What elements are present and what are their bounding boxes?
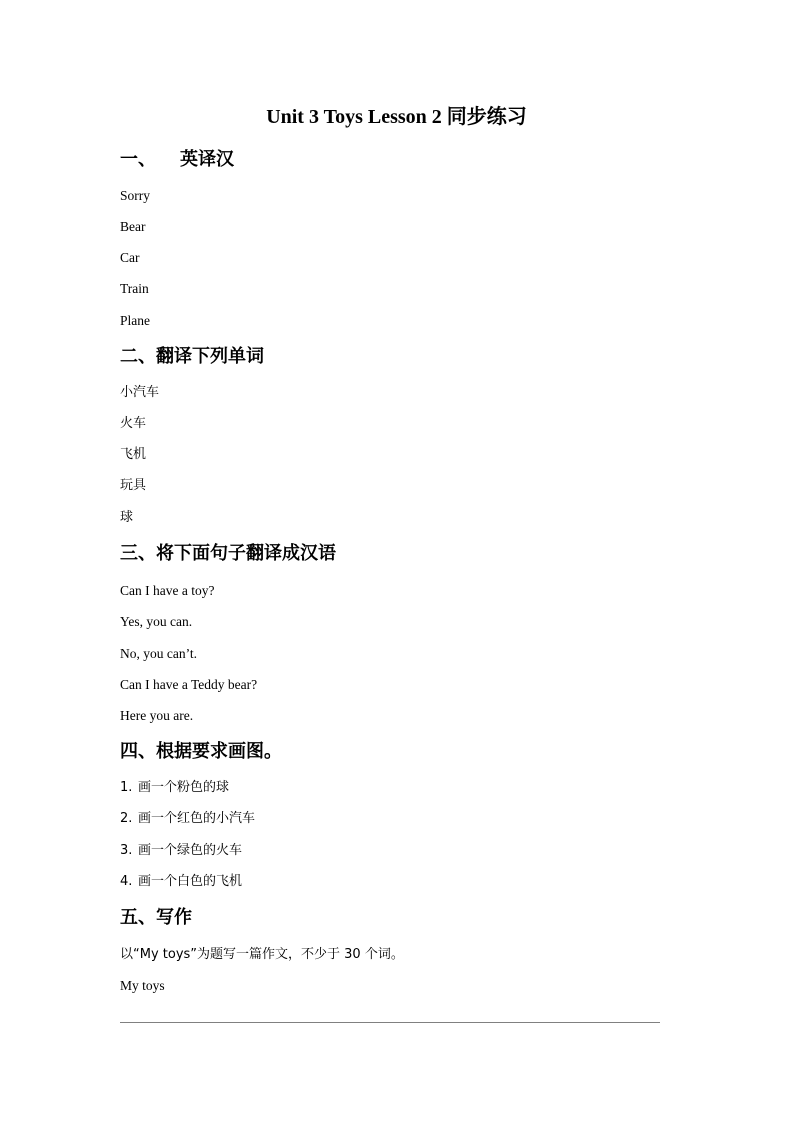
section-1-heading bbox=[120, 148, 234, 172]
sentence-item: Can I have a toy? bbox=[120, 583, 215, 598]
vocab-item: Train bbox=[120, 281, 149, 296]
section-2-heading: 二、翻译下列单词 bbox=[120, 346, 264, 367]
writing-instruction: 以“My toys”为题写一篇作文，不少于 30 个词。 bbox=[120, 947, 404, 962]
task-text: 画一个绿色的火车 bbox=[138, 843, 243, 858]
sentence-item: Can I have a Teddy bear? bbox=[120, 677, 258, 692]
sentence-item: No, you can’t. bbox=[120, 646, 197, 661]
writing-line bbox=[120, 1022, 660, 1023]
vocab-item: Car bbox=[120, 250, 140, 265]
section-1-title: 英译汉 bbox=[180, 149, 234, 170]
essay-title: My toys bbox=[120, 978, 165, 993]
word-item: 球 bbox=[120, 510, 134, 525]
task-text: 画一个白色的飞机 bbox=[138, 874, 243, 889]
word-item: 玩具 bbox=[120, 478, 147, 493]
section-3-heading: 三、将下面句子翻译成汉语 bbox=[120, 543, 336, 564]
word-item: 小汽车 bbox=[120, 385, 160, 400]
drawing-task bbox=[120, 842, 242, 860]
task-text: 画一个粉色的球 bbox=[138, 780, 230, 795]
task-number: 1. bbox=[120, 780, 133, 795]
drawing-task bbox=[120, 779, 229, 797]
word-item: 火车 bbox=[120, 416, 147, 431]
section-1-number: 一、 bbox=[120, 149, 156, 170]
vocab-item: Bear bbox=[120, 219, 146, 234]
page-title: Unit 3 Toys Lesson 2 同步练习 bbox=[266, 106, 527, 128]
drawing-task bbox=[120, 810, 255, 828]
task-number: 2. bbox=[120, 811, 133, 826]
section-5-heading: 五、写作 bbox=[120, 907, 192, 928]
vocab-item: Plane bbox=[120, 313, 150, 328]
sentence-item: Yes, you can. bbox=[120, 614, 193, 629]
section-4-heading: 四、根据要求画图。 bbox=[120, 741, 282, 762]
task-number: 3. bbox=[120, 843, 133, 858]
sentence-item: Here you are. bbox=[120, 708, 194, 723]
vocab-item: Sorry bbox=[120, 188, 150, 203]
task-text: 画一个红色的小汽车 bbox=[138, 811, 256, 826]
task-number: 4. bbox=[120, 874, 133, 889]
word-item: 飞机 bbox=[120, 447, 147, 462]
drawing-task bbox=[120, 873, 242, 891]
